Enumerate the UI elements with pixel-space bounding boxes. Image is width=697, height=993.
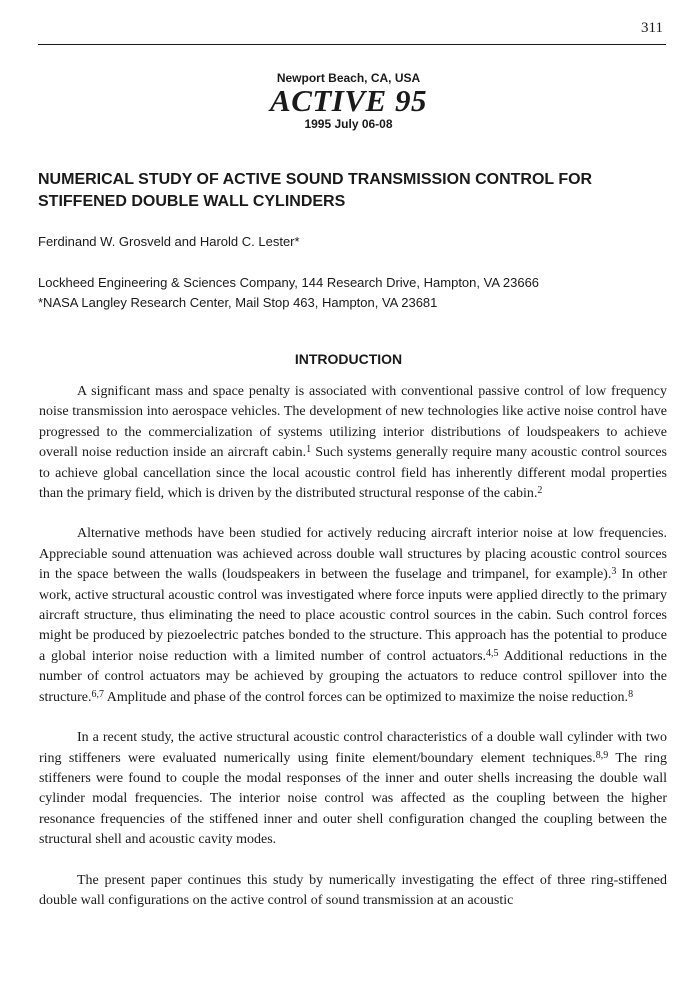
paragraph-2-text-1: Alternative methods have been studied for actively reducing aircraft interior noise at low frequencies. Appreciable sound attenuation was achieved across double wall structures by placing acoustic control sources in the space between the walls (loudspeakers in between the fuselage and trimpanel, for example). <box>39 526 667 583</box>
citation-1: 1 <box>306 444 312 456</box>
paragraph-3-text-2: The ring stiffeners were found to couple the modal responses of the inner and outer shells increasing the double wall cylinder modal frequencies. The interior noise control was affected as the coupling between the higher resonance frequencies of the stiffened inner and outer shell configuration changed the coupling between the structural shell and acoustic cavity modes. <box>39 750 667 848</box>
affiliation-lockheed: Lockheed Engineering & Sciences Company, 144 Research Drive, Hampton, VA 23666 <box>38 275 540 290</box>
paragraph-3-text-1: In a recent study, the active structural acoustic control characteristics of a double wall cylinder with two ring stiffeners were evaluated numerically using finite element/boundary element techniques. <box>39 730 667 766</box>
paragraph-4-text-1: The present paper continues this study by numerically investigating the effect of three ring-stiffened double wall configurations on the active control of sound transmission at an acoustic <box>39 872 667 908</box>
citation-2: 2 <box>537 485 543 497</box>
section-heading-introduction: INTRODUCTION <box>294 351 403 367</box>
paragraph-1-text-2: Such systems generally require many acoustic control sources to achieve global cancellation since the local acoustic control field has inherently different modal properties than the primary field, which is driven by the distributed structural response of the cabin. <box>39 445 667 502</box>
paragraph-4 <box>39 871 667 912</box>
body-text <box>39 382 667 931</box>
paragraph-3 <box>39 728 667 850</box>
paragraph-2-text-4: Amplitude and phase of the control forces can be optimized to maximize the noise reduction. <box>103 689 629 705</box>
paragraph-2-text-3: Additional reductions in the number of control actuators may be achieved by grouping the actuators to reduce control spillover into the structure. <box>39 648 667 705</box>
affiliations <box>38 273 668 313</box>
conference-location: Newport Beach, CA, USA <box>276 71 421 85</box>
citation-8-9: 8,9 <box>595 749 609 761</box>
conference-header <box>0 70 697 132</box>
citation-6-7: 6,7 <box>91 688 104 700</box>
paragraph-1 <box>39 382 667 504</box>
page-number: 311 <box>641 20 663 36</box>
paper-title: NUMERICAL STUDY OF ACTIVE SOUND TRANSMISSION CONTROL FOR STIFFENED DOUBLE WALL CYLINDERS <box>38 171 593 210</box>
authors: Ferdinand W. Grosveld and Harold C. Lester* <box>38 234 300 249</box>
citation-3: 3 <box>611 566 617 578</box>
conference-name: ACTIVE 95 <box>270 83 427 118</box>
header-rule <box>38 44 666 45</box>
paragraph-2 <box>39 524 667 708</box>
citation-8: 8 <box>628 688 634 700</box>
conference-date: 1995 July 06-08 <box>304 117 393 131</box>
affiliation-nasa: *NASA Langley Research Center, Mail Stop 463, Hampton, VA 23681 <box>38 295 438 310</box>
paragraph-2-text-2: In other work, active structural acoustic control was investigated where force inputs were applied directly to the primary aircraft structure, thus eliminating the need to place acoustic control sources in the cabin. Such control forces might be produced by piezoelectric patches bonded to the structure. This approach has the potential to produce a global interior noise reduction with a limited number of control actuators. <box>39 567 667 664</box>
paragraph-1-text-1: A significant mass and space penalty is associated with conventional passive control of low frequency noise transmission into aerospace vehicles. The development of new technologies like active noise control have progressed to the commercialization of systems utilizing interior distributions of loudspeakers to achieve overall noise reduction inside an aircraft cabin. <box>39 384 667 461</box>
citation-4-5: 4,5 <box>486 647 499 659</box>
